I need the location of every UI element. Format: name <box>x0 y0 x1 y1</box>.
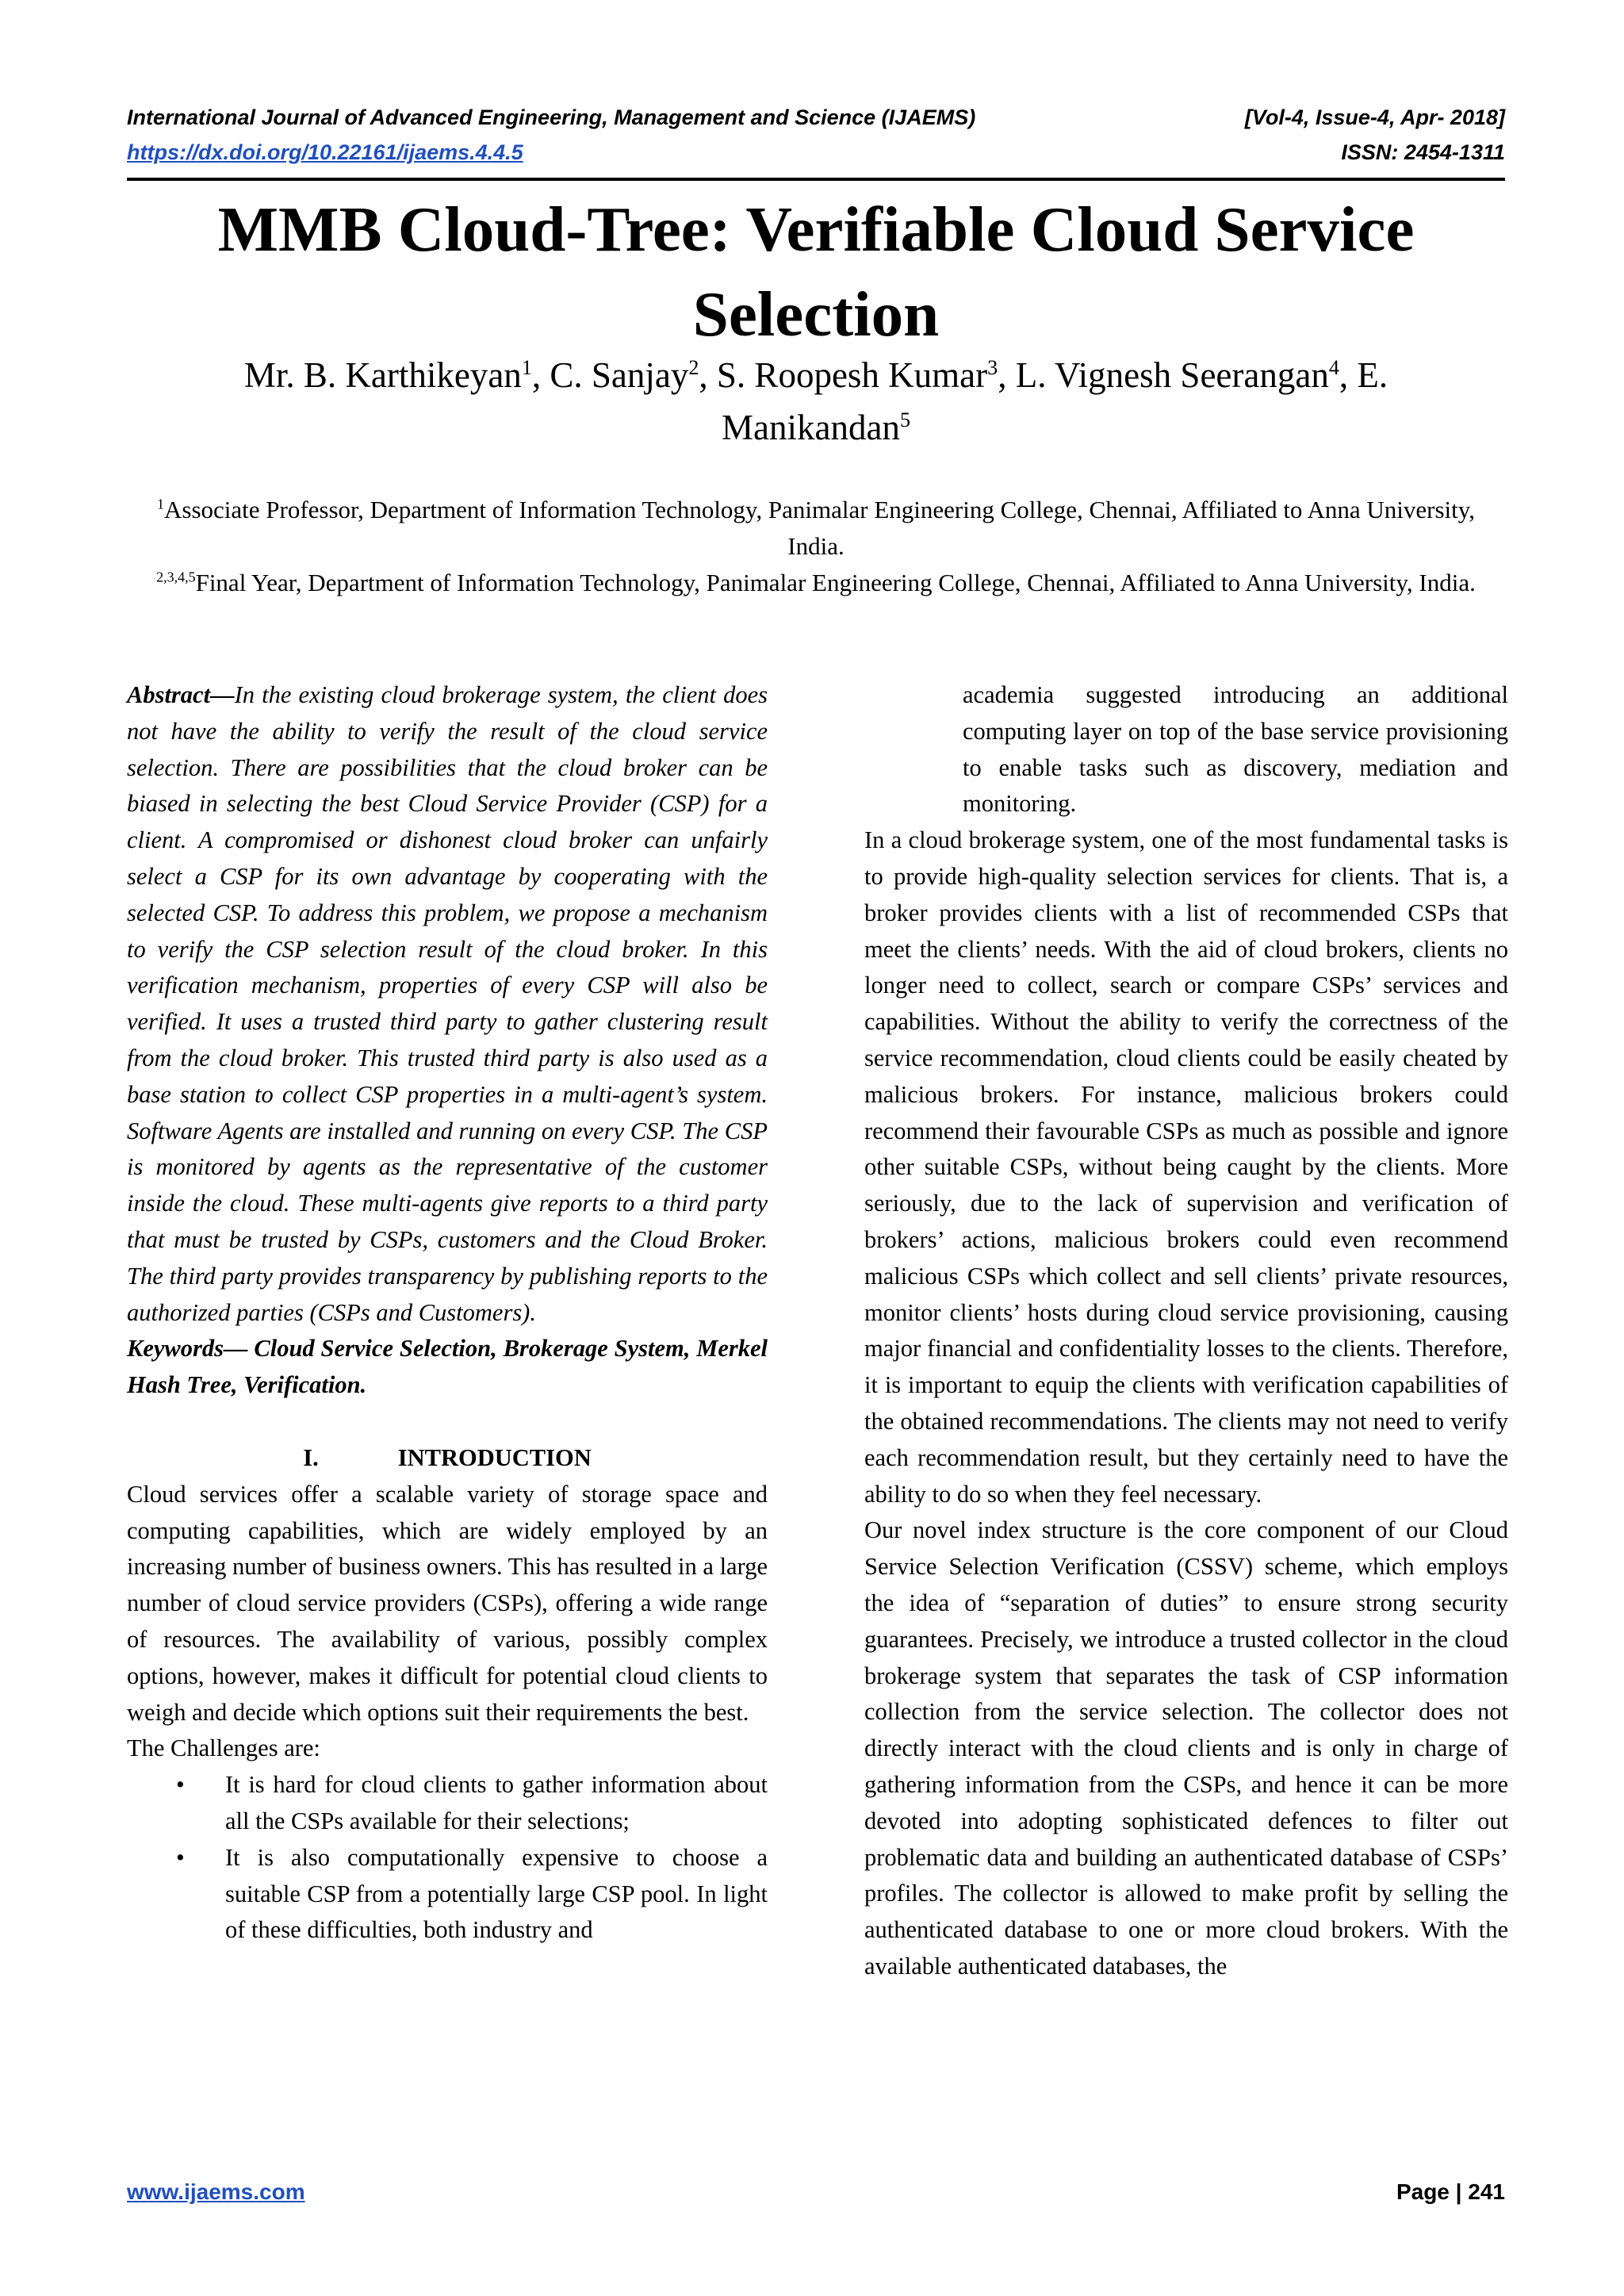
author: E. Manikandan$^5$ <box>722 355 1388 447</box>
affiliation: $^1$Associate Professor, Department of Information Technology, Panimalar Engineering College, Chennai, Affiliated to Anna University, India. <box>157 496 1475 560</box>
volume-issue: [Vol-4, Issue-4, Apr- 2018] <box>1244 105 1505 129</box>
keywords: Keywords— Cloud Service Selection, Brokerage System, Merkel Hash Tree, Verification. <box>127 1335 768 1399</box>
affiliations <box>131 492 1501 601</box>
header-rule <box>127 178 1505 181</box>
challenges-list <box>127 1767 768 1949</box>
section-heading <box>127 1440 768 1477</box>
bullet-continuation: academia suggested introducing an additional computing layer on top of the base service provisioning to enable tasks such as discovery, mediation and monitoring. <box>963 681 1508 818</box>
intro-paragraph-2: In a cloud brokerage system, one of the most fundamental tasks is to provide high-quality selection services for clients. That is, a broker provides clients with a list of recommended CSPs that meet the clients’ needs. With the aid of cloud brokers, clients no longer need to collect, search or compare CSPs’ services and capabilities. Without the ability to verify the correctness of the service recommendation, cloud clients could be easily cheated by malicious brokers. For instance, malicious brokers could recommend their favourable CSPs as much as possible and ignore other suitable CSPs, without being caught by the clients. More seriously, due to the lack of supervision and verification of brokers’ actions, malicious brokers could even recommend malicious CSPs which collect and sell clients’ private resources, monitor clients’ hosts during cloud service provisioning, causing major financial and confidentiality losses to the clients. Therefore, it is important to equip the clients with verification capabilities of the obtained recommendations. The clients may not need to verify each recommendation result, but they certainly need to have the ability to do so when they feel necessary. <box>864 826 1508 1508</box>
abstract-text: In the existing cloud brokerage system, the client does not have the ability to verify the result of the cloud service selection. There are possibilities that the cloud broker can be biased in selecting the best Cloud Service Provider (CSP) for a client. A compromised or dishonest cloud broker can unfairly select a CSP for its own advantage by cooperating with the selected CSP. To address this problem, we propose a mechanism to verify the CSP selection result of the cloud broker. In this verification mechanism, properties of every CSP will also be verified. It uses a trusted third party to gather clustering result from the cloud broker. This trusted third party is also used as a base station to collect CSP properties in a multi-agent’s system. Software Agents are installed and running on every CSP. The CSP is monitored by agents as the representative of the customer inside the cloud. These multi-agents give reports to a third party that must be trusted by CSPs, customers and the Cloud Broker. The third party provides transparency by publishing reports to the authorized parties (CSPs and Customers). <box>127 681 768 1326</box>
author: C. Sanjay$^2$, <box>550 355 717 395</box>
author: Mr. B. Karthikeyan$^1$, <box>243 355 550 395</box>
issn: ISSN: 2454-1311 <box>1341 140 1505 164</box>
page-number: Page | 241 <box>1396 2179 1505 2204</box>
list-item: • It is hard for cloud clients to gather information about all the CSPs available for their selections; <box>127 1767 768 1840</box>
intro-paragraph-3: Our novel index structure is the core component of our Cloud Service Selection Verification (CSSV) scheme, which employs the idea of “separation of duties” to ensure strong security guarantees. Precisely, we introduce a trusted collector in the cloud brokerage system that separates the task of CSP information collection from the service selection. The collector does not directly interact with the cloud clients and is only in charge of gathering information from the CSPs, and hence it can be more devoted into adopting sophisticated defences to filter out problematic data and building an authenticated database of CSPs’ profiles. The collector is allowed to make profit by selling the authenticated database to one or more cloud brokers. With the available authenticated databases, the <box>864 1516 1508 1980</box>
doi-link[interactable]: https://dx.doi.org/10.22161/ijaems.4.4.5 <box>127 140 523 164</box>
author-list <box>159 349 1473 454</box>
abstract-label: Abstract— <box>127 681 235 708</box>
author: L. Vignesh Seerangan$^4$, <box>1015 355 1358 395</box>
paper-title: MMB Cloud-Tree: Verifiable Cloud Service Selection <box>217 194 1415 350</box>
left-column <box>127 677 768 1949</box>
page-footer <box>127 2179 1505 2205</box>
author: S. Roopesh Kumar$^3$, <box>716 355 1016 395</box>
journal-name: International Journal of Advanced Engineering, Management and Science (IJAEMS) <box>127 105 976 129</box>
right-column <box>864 677 1508 1985</box>
list-item: • It is also computationally expensive to choose a suitable CSP from a potentially large CSP pool. In light of these difficulties, both industry and <box>127 1840 768 1949</box>
running-header <box>127 100 1505 170</box>
website-link[interactable]: www.ijaems.com <box>127 2179 305 2204</box>
affiliation: $^{2,3,4,5}$Final Year, Department of Information Technology, Panimalar Engineering College, Chennai, Affiliated to Anna University, India. <box>156 569 1476 596</box>
intro-paragraph-1: Cloud services offer a scalable variety of storage space and computing capabilities, which are widely employed by an increasing number of business owners. This has resulted in a large number of cloud service providers (CSPs), offering a wide range of resources. The availability of various, possibly complex options, however, makes it difficult for potential cloud clients to weigh and decide which options suit their requirements the best. <box>127 1480 768 1726</box>
abstract <box>127 677 768 1331</box>
section-title: INTRODUCTION <box>397 1443 592 1471</box>
challenges-label: The Challenges are: <box>127 1734 320 1762</box>
section-number: I. <box>303 1443 319 1471</box>
